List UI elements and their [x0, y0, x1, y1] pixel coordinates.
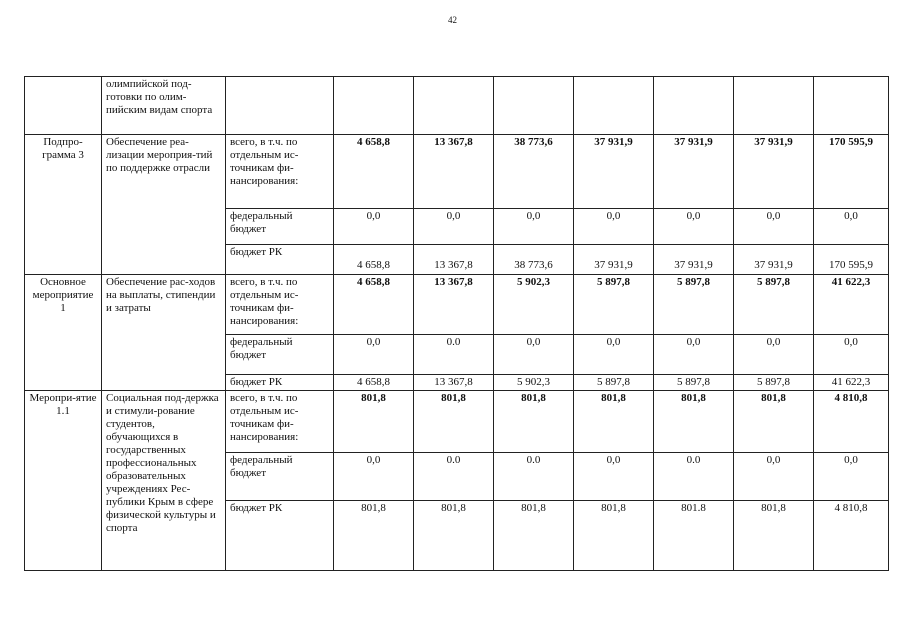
measure-name-cell: олимпийской под-готовки по олим-пийским видам спорта	[102, 77, 226, 135]
table-row	[25, 391, 889, 453]
value-cell	[654, 77, 734, 135]
value-cell: 37 931,9	[574, 135, 654, 209]
value-cell: 801,8	[334, 391, 414, 453]
value-cell: 801,8	[494, 391, 574, 453]
value-cell: 41 622,3	[814, 375, 889, 391]
value-cell: 0.0	[654, 453, 734, 501]
value-cell	[814, 77, 889, 135]
value-cell: 801,8	[414, 501, 494, 571]
value-cell: 37 931,9	[734, 245, 814, 275]
value-cell: 801,8	[734, 501, 814, 571]
value-cell: 170 595,9	[814, 135, 889, 209]
value-cell: 0,0	[334, 209, 414, 245]
value-cell: 801.8	[654, 501, 734, 571]
value-cell: 0,0	[494, 209, 574, 245]
value-cell: 38 773,6	[494, 245, 574, 275]
value-cell: 0,0	[654, 209, 734, 245]
value-cell: 5 897,8	[734, 375, 814, 391]
value-cell: 801,8	[574, 501, 654, 571]
source-cell: федеральный бюджет	[226, 453, 334, 501]
measure-name-cell: Обеспечение реа-лизации мероприя-тий по поддержке отрасли	[102, 135, 226, 275]
value-cell: 0,0	[734, 209, 814, 245]
category-cell: Подпро-грамма 3	[25, 135, 102, 275]
value-cell: 4 658,8	[334, 375, 414, 391]
value-cell: 5 897,8	[654, 375, 734, 391]
value-cell: 13 367,8	[414, 375, 494, 391]
measure-name-cell: Социальная под-держка и стимули-рование студентов, обучающихся в государственных профессиональных образовательных учреждениях Рес-публики Крым в сфере физической культуры и спорта	[102, 391, 226, 571]
budget-table	[24, 76, 889, 571]
value-cell: 13 367,8	[414, 245, 494, 275]
value-cell: 13 367,8	[414, 275, 494, 335]
value-cell: 5 897,8	[574, 375, 654, 391]
value-cell: 0.0	[494, 453, 574, 501]
value-cell	[494, 77, 574, 135]
value-cell	[734, 77, 814, 135]
category-cell	[25, 77, 102, 135]
value-cell: 37 931,9	[654, 245, 734, 275]
value-cell: 5 897,8	[574, 275, 654, 335]
value-cell: 5 897,8	[734, 275, 814, 335]
value-cell: 37 931,9	[734, 135, 814, 209]
value-cell: 0,0	[574, 209, 654, 245]
page-number: 42	[448, 15, 457, 25]
source-cell: федеральный бюджет	[226, 335, 334, 375]
value-cell: 5 902,3	[494, 375, 574, 391]
value-cell: 4 658,8	[334, 275, 414, 335]
value-cell: 801,8	[574, 391, 654, 453]
value-cell: 0,0	[494, 335, 574, 375]
value-cell: 0,0	[654, 335, 734, 375]
source-cell: всего, в т.ч. по отдельным ис-точникам фи-нансирования:	[226, 275, 334, 335]
value-cell: 170 595,9	[814, 245, 889, 275]
value-cell: 0,0	[814, 209, 889, 245]
value-cell: 0,0	[574, 335, 654, 375]
source-cell: всего, в т.ч. по отдельным ис-точникам фи-нансирования:	[226, 135, 334, 209]
value-cell: 41 622,3	[814, 275, 889, 335]
value-cell: 4 810,8	[814, 501, 889, 571]
source-cell: федеральный бюджет	[226, 209, 334, 245]
value-cell: 801,8	[414, 391, 494, 453]
source-cell: бюджет РК	[226, 501, 334, 571]
value-cell	[334, 77, 414, 135]
value-cell: 801,8	[654, 391, 734, 453]
value-cell: 801,8	[334, 501, 414, 571]
value-cell: 37 931,9	[654, 135, 734, 209]
table-row	[25, 275, 889, 335]
value-cell: 37 931,9	[574, 245, 654, 275]
value-cell: 0.0	[414, 335, 494, 375]
value-cell: 0,0	[814, 453, 889, 501]
value-cell: 0,0	[414, 209, 494, 245]
value-cell: 0,0	[814, 335, 889, 375]
source-cell	[226, 77, 334, 135]
value-cell: 801,8	[734, 391, 814, 453]
value-cell: 0,0	[734, 335, 814, 375]
table-row	[25, 135, 889, 209]
value-cell: 5 902,3	[494, 275, 574, 335]
value-cell	[414, 77, 494, 135]
category-cell: Основное мероприятие 1	[25, 275, 102, 391]
source-cell: бюджет РК	[226, 375, 334, 391]
source-cell: всего, в т.ч. по отдельным ис-точникам фи-нансирования:	[226, 391, 334, 453]
value-cell: 4 658,8	[334, 135, 414, 209]
table-row	[25, 77, 889, 135]
value-cell	[574, 77, 654, 135]
source-cell: бюджет РК	[226, 245, 334, 275]
value-cell: 801,8	[494, 501, 574, 571]
value-cell: 38 773,6	[494, 135, 574, 209]
value-cell: 4 810,8	[814, 391, 889, 453]
category-cell: Меропри-ятие 1.1	[25, 391, 102, 571]
value-cell: 0,0	[574, 453, 654, 501]
value-cell: 0,0	[334, 335, 414, 375]
value-cell: 13 367,8	[414, 135, 494, 209]
value-cell: 4 658,8	[334, 245, 414, 275]
value-cell: 0.0	[414, 453, 494, 501]
measure-name-cell: Обеспечение рас-ходов на выплаты, стипендии и затраты	[102, 275, 226, 391]
value-cell: 5 897,8	[654, 275, 734, 335]
value-cell: 0,0	[334, 453, 414, 501]
value-cell: 0,0	[734, 453, 814, 501]
